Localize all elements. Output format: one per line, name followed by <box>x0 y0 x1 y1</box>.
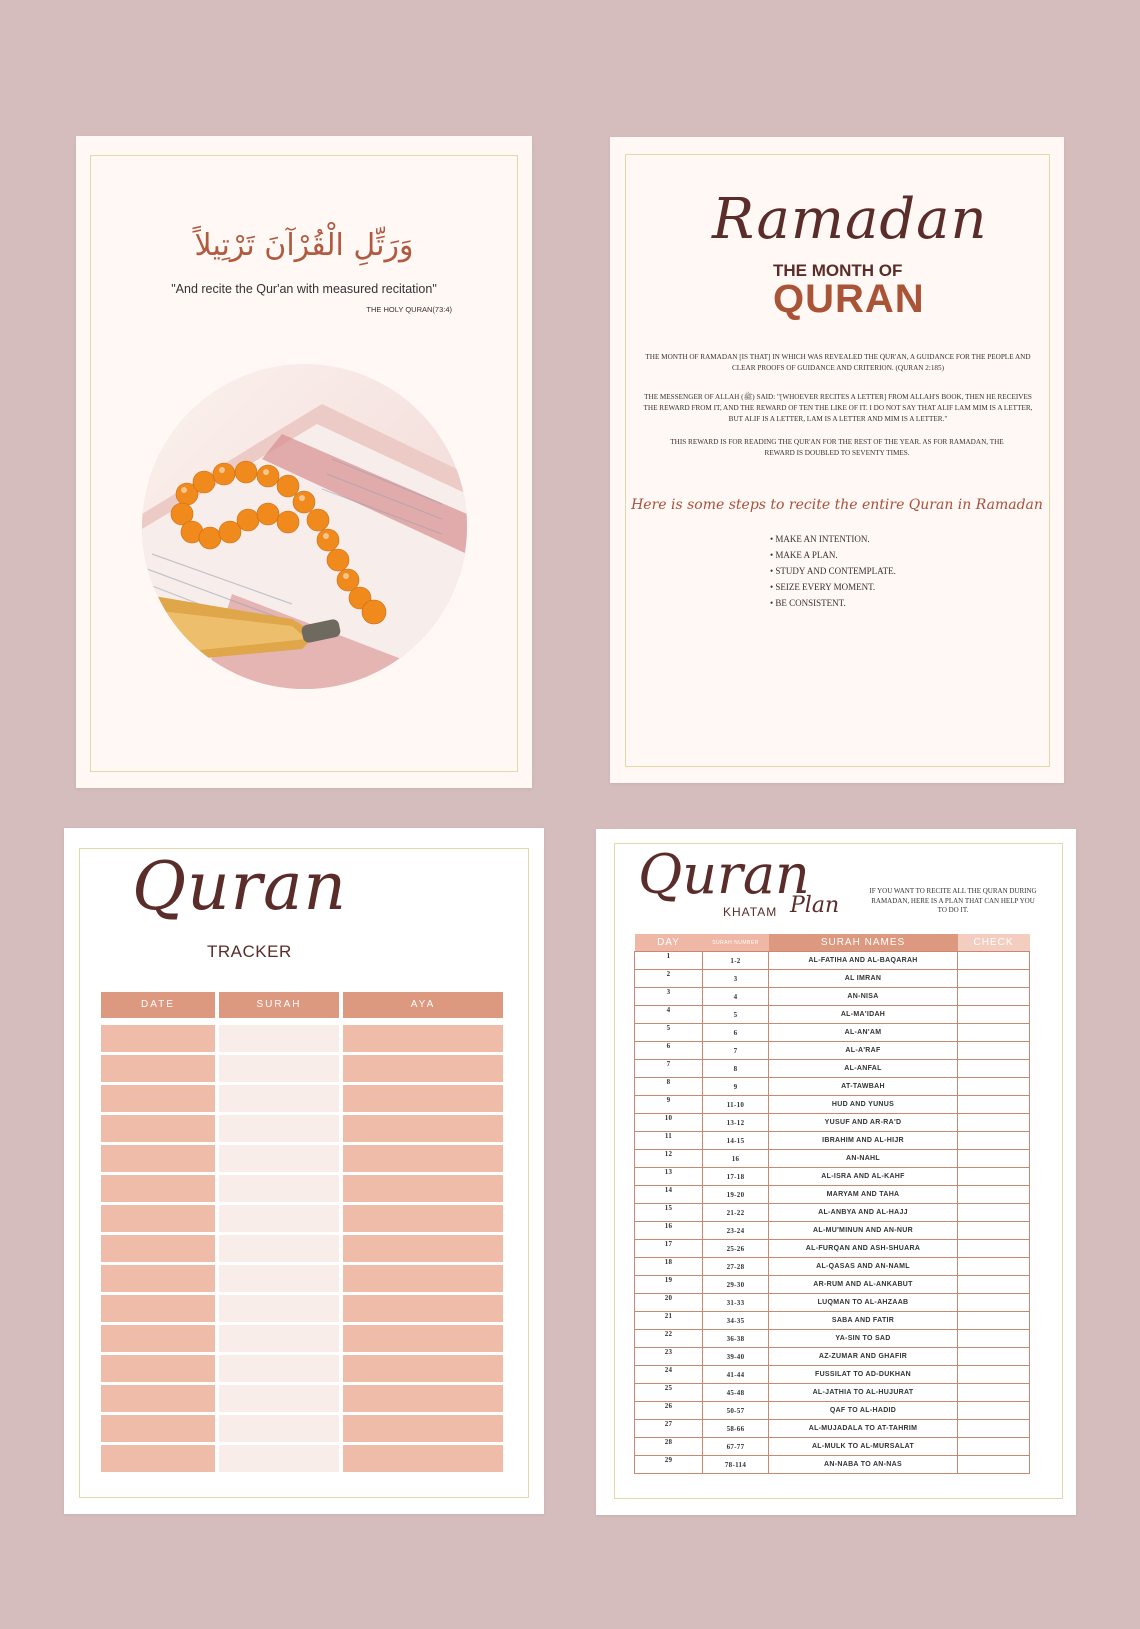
check-cell[interactable] <box>958 1438 1030 1456</box>
day-cell: 4 <box>635 1006 703 1024</box>
surah-cell[interactable] <box>219 1145 339 1172</box>
date-cell[interactable] <box>101 1175 215 1202</box>
surah-number-cell: 14-15 <box>703 1132 769 1150</box>
header-surah: SURAH <box>219 992 339 1018</box>
day-cell: 25 <box>635 1384 703 1402</box>
date-cell[interactable] <box>101 1295 215 1322</box>
date-cell[interactable] <box>101 1325 215 1352</box>
step-item: • STUDY AND CONTEMPLATE. <box>770 563 896 579</box>
day-cell: 6 <box>635 1042 703 1060</box>
surah-number-cell: 17-18 <box>703 1168 769 1186</box>
surah-names-cell: AL-MULK TO AL-MURSALAT <box>769 1438 958 1456</box>
table-row <box>635 1438 1030 1456</box>
surah-names-cell: AL-QASAS AND AN-NAML <box>769 1258 958 1276</box>
table-row <box>635 1150 1030 1168</box>
day-cell: 12 <box>635 1150 703 1168</box>
check-cell[interactable] <box>958 1258 1030 1276</box>
aya-cell[interactable] <box>343 1175 503 1202</box>
surah-names-cell: FUSSILAT TO AD-DUKHAN <box>769 1366 958 1384</box>
day-cell: 17 <box>635 1240 703 1258</box>
plan-script-label: Plan <box>790 893 840 918</box>
day-cell: 24 <box>635 1366 703 1384</box>
steps-list <box>770 531 896 611</box>
surah-cell[interactable] <box>219 1445 339 1472</box>
surah-number-cell: 21-22 <box>703 1204 769 1222</box>
surah-names-cell: IBRAHIM AND AL-HIJR <box>769 1132 958 1150</box>
step-item: • MAKE AN INTENTION. <box>770 531 896 547</box>
surah-names-cell: QAF TO AL-HADID <box>769 1402 958 1420</box>
surah-number-cell: 6 <box>703 1024 769 1042</box>
month-of-subtitle: THE MONTH OF <box>773 261 903 280</box>
khatam-label: KHATAM <box>723 905 778 919</box>
table-row <box>635 1204 1030 1222</box>
day-cell: 2 <box>635 970 703 988</box>
surah-names-cell: YA-SIN TO SAD <box>769 1330 958 1348</box>
aya-cell[interactable] <box>343 1355 503 1382</box>
date-cell[interactable] <box>101 1385 215 1412</box>
aya-cell[interactable] <box>343 1265 503 1292</box>
surah-names-cell: AL-ANBYA AND AL-HAJJ <box>769 1204 958 1222</box>
surah-number-cell: 23-24 <box>703 1222 769 1240</box>
surah-names-cell: YUSUF AND AR-RA'D <box>769 1114 958 1132</box>
surah-cell[interactable] <box>219 1385 339 1412</box>
check-cell[interactable] <box>958 1168 1030 1186</box>
day-cell: 5 <box>635 1024 703 1042</box>
table-row <box>635 1348 1030 1366</box>
check-cell[interactable] <box>958 1420 1030 1438</box>
surah-number-cell: 3 <box>703 970 769 988</box>
check-cell[interactable] <box>958 952 1030 970</box>
day-cell: 20 <box>635 1294 703 1312</box>
date-cell[interactable] <box>101 1415 215 1442</box>
table-row <box>635 1114 1030 1132</box>
surah-number-cell: 11-10 <box>703 1096 769 1114</box>
surah-number-cell: 5 <box>703 1006 769 1024</box>
surah-number-cell: 7 <box>703 1042 769 1060</box>
day-cell: 3 <box>635 988 703 1006</box>
check-cell[interactable] <box>958 1456 1030 1474</box>
quran-title: QURAN <box>773 277 925 321</box>
step-item: • SEIZE EVERY MOMENT. <box>770 579 896 595</box>
table-row <box>635 1078 1030 1096</box>
table-row <box>635 1240 1030 1258</box>
verse-translation: "And recite the Qur'an with measured recitation" <box>171 282 437 296</box>
check-cell[interactable] <box>958 1294 1030 1312</box>
aya-cell[interactable] <box>343 1085 503 1112</box>
step-item: • MAKE A PLAN. <box>770 547 896 563</box>
quran-script-title: Quran <box>638 843 810 906</box>
surah-names-cell: AL-A'RAF <box>769 1042 958 1060</box>
day-cell: 19 <box>635 1276 703 1294</box>
check-cell[interactable] <box>958 1096 1030 1114</box>
surah-cell[interactable] <box>219 1265 339 1292</box>
day-cell: 13 <box>635 1168 703 1186</box>
day-cell: 23 <box>635 1348 703 1366</box>
surah-names-cell: AL-MUJADALA TO AT-TAHRIM <box>769 1420 958 1438</box>
surah-number-cell: 8 <box>703 1060 769 1078</box>
check-cell[interactable] <box>958 1024 1030 1042</box>
paragraph-quran-2-185: THE MONTH OF RAMADAN [IS THAT] IN WHICH WAS REVEALED THE QUR'AN, A GUIDANCE FOR THE PEOPLE AND CLEAR PROOFS OF GUIDANCE AND CRITERION. (QURAN 2:185) <box>645 353 1031 372</box>
day-cell: 14 <box>635 1186 703 1204</box>
date-cell[interactable] <box>101 1355 215 1382</box>
day-cell: 16 <box>635 1222 703 1240</box>
check-cell[interactable] <box>958 1402 1030 1420</box>
surah-number-cell: 34-35 <box>703 1312 769 1330</box>
date-cell[interactable] <box>101 1445 215 1472</box>
day-cell: 26 <box>635 1402 703 1420</box>
date-cell[interactable] <box>101 1085 215 1112</box>
check-cell[interactable] <box>958 1204 1030 1222</box>
check-cell[interactable] <box>958 1150 1030 1168</box>
table-row <box>635 1258 1030 1276</box>
surah-names-cell: HUD AND YUNUS <box>769 1096 958 1114</box>
table-row <box>635 1312 1030 1330</box>
page-quran-tracker <box>64 828 544 1514</box>
aya-cell[interactable] <box>343 1385 503 1412</box>
aya-cell[interactable] <box>343 1295 503 1322</box>
surah-cell[interactable] <box>219 1355 339 1382</box>
date-cell[interactable] <box>101 1145 215 1172</box>
surah-names-cell: LUQMAN TO AL-AHZAAB <box>769 1294 958 1312</box>
surah-number-cell: 9 <box>703 1078 769 1096</box>
table-row <box>635 970 1030 988</box>
ramadan-script-title: Ramadan <box>712 187 988 252</box>
day-cell: 27 <box>635 1420 703 1438</box>
table-row <box>635 1384 1030 1402</box>
aya-cell[interactable] <box>343 1025 503 1052</box>
date-cell[interactable] <box>101 1205 215 1232</box>
surah-number-cell: 78-114 <box>703 1456 769 1474</box>
check-cell[interactable] <box>958 1366 1030 1384</box>
day-cell: 11 <box>635 1132 703 1150</box>
table-row <box>635 1294 1030 1312</box>
day-cell: 21 <box>635 1312 703 1330</box>
table-row <box>635 1024 1030 1042</box>
day-cell: 1 <box>635 952 703 970</box>
surah-number-cell: 31-33 <box>703 1294 769 1312</box>
surah-names-cell: AL-AN'AM <box>769 1024 958 1042</box>
header-surah-names: SURAH NAMES <box>769 934 958 952</box>
header-date: DATE <box>101 992 215 1018</box>
surah-names-cell: AZ-ZUMAR AND GHAFIR <box>769 1348 958 1366</box>
surah-number-cell: 4 <box>703 988 769 1006</box>
header-aya: AYA <box>343 992 503 1018</box>
aya-cell[interactable] <box>343 1415 503 1442</box>
surah-number-cell: 29-30 <box>703 1276 769 1294</box>
surah-number-cell: 1-2 <box>703 952 769 970</box>
surah-number-cell: 19-20 <box>703 1186 769 1204</box>
steps-heading: Here is some steps to recite the entire Quran in Ramadan <box>631 497 1043 513</box>
surah-cell[interactable] <box>219 1025 339 1052</box>
surah-names-cell: AL-FATIHA AND AL-BAQARAH <box>769 952 958 970</box>
table-row <box>635 988 1030 1006</box>
check-cell[interactable] <box>958 1240 1030 1258</box>
surah-cell[interactable] <box>219 1085 339 1112</box>
table-row <box>635 1096 1030 1114</box>
surah-number-cell: 50-57 <box>703 1402 769 1420</box>
prayer-beads-photo <box>142 364 467 689</box>
header-surah-number: SURAH NUMBER <box>703 934 769 952</box>
surah-number-cell: 36-38 <box>703 1330 769 1348</box>
check-cell[interactable] <box>958 1042 1030 1060</box>
table-row <box>635 1222 1030 1240</box>
quran-script-title: Quran <box>132 848 348 925</box>
surah-names-cell: MARYAM AND TAHA <box>769 1186 958 1204</box>
surah-cell[interactable] <box>219 1235 339 1262</box>
paragraph-reward: THIS REWARD IS FOR READING THE QUR'AN FOR THE REST OF THE YEAR. AS FOR RAMADAN, THE REWARD IS DOUBLED TO SEVENTY TIMES. <box>670 438 1004 457</box>
check-cell[interactable] <box>958 1312 1030 1330</box>
step-item: • BE CONSISTENT. <box>770 595 896 611</box>
table-row <box>635 1006 1030 1024</box>
day-cell: 10 <box>635 1114 703 1132</box>
day-cell: 18 <box>635 1258 703 1276</box>
check-cell[interactable] <box>958 1348 1030 1366</box>
aya-cell[interactable] <box>343 1325 503 1352</box>
plan-note: IF YOU WANT TO RECITE ALL THE QURAN DURING RAMADAN, HERE IS A PLAN THAT CAN HELP YOU TO DO IT. <box>869 887 1037 914</box>
surah-cell[interactable] <box>219 1175 339 1202</box>
tracker-subtitle: TRACKER <box>207 942 292 961</box>
surah-names-cell: AL-MA'IDAH <box>769 1006 958 1024</box>
surah-names-cell: AL-MU'MINUN AND AN-NUR <box>769 1222 958 1240</box>
aya-cell[interactable] <box>343 1055 503 1082</box>
surah-number-cell: 16 <box>703 1150 769 1168</box>
day-cell: 29 <box>635 1456 703 1474</box>
check-cell[interactable] <box>958 1060 1030 1078</box>
check-cell[interactable] <box>958 1186 1030 1204</box>
surah-number-cell: 39-40 <box>703 1348 769 1366</box>
check-cell[interactable] <box>958 1384 1030 1402</box>
surah-number-cell: 13-12 <box>703 1114 769 1132</box>
surah-names-cell: AN-NABA TO AN-NAS <box>769 1456 958 1474</box>
table-row <box>635 1330 1030 1348</box>
surah-names-cell: AL-JATHIA TO AL-HUJURAT <box>769 1384 958 1402</box>
table-row <box>635 1420 1030 1438</box>
check-cell[interactable] <box>958 1114 1030 1132</box>
page-month-of-quran <box>610 137 1064 783</box>
page-khatam-plan <box>596 829 1076 1515</box>
check-cell[interactable] <box>958 970 1030 988</box>
surah-names-cell: AR-RUM AND AL-ANKABUT <box>769 1276 958 1294</box>
prayer-beads-illustration <box>142 364 467 689</box>
check-cell[interactable] <box>958 1330 1030 1348</box>
surah-names-cell: AL-ISRA AND AL-KAHF <box>769 1168 958 1186</box>
date-cell[interactable] <box>101 1235 215 1262</box>
check-cell[interactable] <box>958 988 1030 1006</box>
surah-cell[interactable] <box>219 1205 339 1232</box>
table-row <box>635 1402 1030 1420</box>
khatam-plan-table <box>634 934 1030 1474</box>
surah-number-cell: 41-44 <box>703 1366 769 1384</box>
surah-names-cell: AN-NISA <box>769 988 958 1006</box>
surah-cell[interactable] <box>219 1115 339 1142</box>
paragraph-hadith: THE MESSENGER OF ALLAH (ﷺ) SAID: "[WHOEVER RECITES A LETTER] FROM ALLAH'S BOOK, THEN HE RECEIVES THE REWARD FROM IT, AND THE REWARD OF TEN THE LIKE OF IT. I DO NOT SAY THAT ALIF LAM MIM IS A LETTER, BUT ALIF IS A LETTER, LAM IS A LETTER AND MIM IS A LETTER." <box>643 393 1033 423</box>
table-row <box>635 1132 1030 1150</box>
check-cell[interactable] <box>958 1222 1030 1240</box>
table-row <box>635 1168 1030 1186</box>
surah-number-cell: 27-28 <box>703 1258 769 1276</box>
surah-cell[interactable] <box>219 1055 339 1082</box>
surah-number-cell: 25-26 <box>703 1240 769 1258</box>
table-row <box>635 1276 1030 1294</box>
check-cell[interactable] <box>958 1078 1030 1096</box>
table-row <box>635 1042 1030 1060</box>
aya-cell[interactable] <box>343 1235 503 1262</box>
date-cell[interactable] <box>101 1265 215 1292</box>
surah-names-cell: AN-NAHL <box>769 1150 958 1168</box>
surah-number-cell: 67-77 <box>703 1438 769 1456</box>
day-cell: 9 <box>635 1096 703 1114</box>
surah-number-cell: 45-48 <box>703 1384 769 1402</box>
surah-names-cell: AL-ANFAL <box>769 1060 958 1078</box>
surah-names-cell: AL IMRAN <box>769 970 958 988</box>
aya-cell[interactable] <box>343 1145 503 1172</box>
table-row <box>635 1186 1030 1204</box>
day-cell: 15 <box>635 1204 703 1222</box>
check-cell[interactable] <box>958 1132 1030 1150</box>
verse-source: THE HOLY QURAN(73:4) <box>366 305 452 314</box>
surah-cell[interactable] <box>219 1325 339 1352</box>
day-cell: 7 <box>635 1060 703 1078</box>
day-cell: 28 <box>635 1438 703 1456</box>
surah-cell[interactable] <box>219 1295 339 1322</box>
date-cell[interactable] <box>101 1025 215 1052</box>
surah-names-cell: AT-TAWBAH <box>769 1078 958 1096</box>
surah-cell[interactable] <box>219 1415 339 1442</box>
aya-cell[interactable] <box>343 1205 503 1232</box>
table-row <box>635 1366 1030 1384</box>
date-cell[interactable] <box>101 1055 215 1082</box>
check-cell[interactable] <box>958 1006 1030 1024</box>
aya-cell[interactable] <box>343 1115 503 1142</box>
date-cell[interactable] <box>101 1115 215 1142</box>
header-day: DAY <box>635 934 703 952</box>
header-check: CHECK <box>958 934 1030 952</box>
table-row <box>635 1060 1030 1078</box>
table-row <box>635 952 1030 970</box>
arabic-verse: وَرَتِّلِ الْقُرْآنَ تَرْتِيلاً <box>194 228 414 263</box>
surah-names-cell: AL-FURQAN AND ASH-SHUARA <box>769 1240 958 1258</box>
surah-number-cell: 58-66 <box>703 1420 769 1438</box>
day-cell: 8 <box>635 1078 703 1096</box>
table-row <box>635 1456 1030 1474</box>
aya-cell[interactable] <box>343 1445 503 1472</box>
day-cell: 22 <box>635 1330 703 1348</box>
surah-names-cell: SABA AND FATIR <box>769 1312 958 1330</box>
check-cell[interactable] <box>958 1276 1030 1294</box>
page-recite-quote <box>76 136 532 788</box>
